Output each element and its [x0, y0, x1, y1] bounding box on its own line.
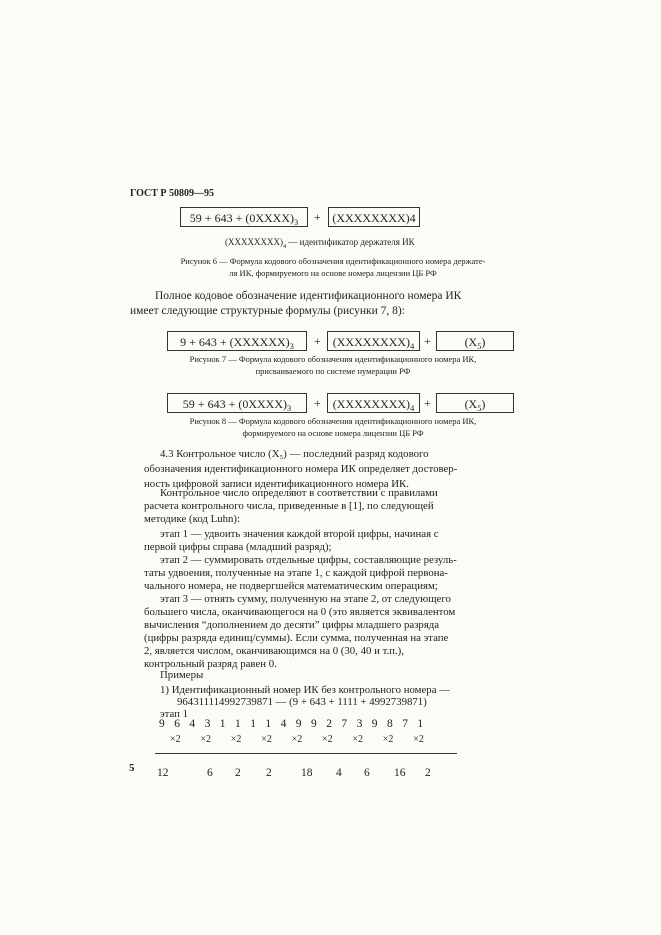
figure6-part1-sub: 3: [294, 218, 299, 227]
figure8-formula-part1: [167, 393, 307, 413]
digit-cell: 9: [371, 718, 378, 730]
result-cell: 18: [301, 767, 313, 779]
figure8-formula-part3: [436, 393, 514, 413]
digit-cell: 1: [250, 718, 256, 730]
digit-cell: 1: [219, 718, 226, 730]
digit-cell: 2: [326, 718, 332, 730]
figure7-plus-2: +: [424, 334, 431, 348]
figure8-caption: [148, 415, 518, 439]
body-line: (цифры разряда единиц/суммы). Если сумма, полученная на этапе: [144, 632, 449, 644]
page-number: 5: [129, 762, 135, 774]
multiplier-cell: ×2: [413, 734, 424, 745]
body-line: методике (код Luhn):: [144, 513, 240, 525]
figure6-formula-part2: (XXXXXXXX)4: [328, 207, 420, 227]
caption-line: Рисунок 6 — Формула кодового обозначения идентификационного номера держате-: [180, 256, 486, 266]
digit-cell: 4: [189, 718, 196, 730]
figure7-plus-1: +: [314, 334, 321, 348]
figure7-part2-text: (XXXXXXXX): [332, 335, 411, 349]
digit-cell: 3: [356, 718, 363, 730]
result-cell: 2: [425, 767, 431, 779]
intro-line-1: Полное кодовое обозначение идентификационного номера ИК: [155, 290, 462, 302]
result-cell: 12: [157, 767, 169, 779]
caption-line: формируемого на основе номера лицензии ЦБ РФ: [242, 428, 424, 438]
result-cell: 16: [394, 767, 406, 779]
body-line: 4.3 Контрольное число (X₅) — последний разряд кодового: [160, 448, 429, 460]
body-line: контрольный разряд равен 0.: [144, 658, 277, 670]
figure7-part1-text: 9 + 643 + (XXXXXX): [180, 335, 290, 349]
body-line: этап 1: [160, 708, 189, 720]
digit-cell: 7: [341, 718, 348, 730]
multiplier-cell: ×2: [200, 734, 212, 745]
digit-cell: 3: [204, 718, 211, 730]
result-cell: 2: [266, 767, 272, 779]
body-line: обозначения идентификационного номера ИК определяет достовер-: [144, 463, 458, 475]
body-line: вычисления “дополнением до десяти” цифры младшего разряда: [144, 619, 440, 631]
figure8-part3-sub: 5: [477, 404, 482, 413]
body-line: большего числа, оканчивающегося на 0 (это является эквивалентом: [144, 606, 456, 618]
document-code: ГОСТ Р 50809—95: [130, 188, 215, 199]
digit-cell: 9: [295, 718, 302, 730]
multiplier-cell: ×2: [291, 734, 303, 745]
figure6-plus: +: [314, 210, 321, 224]
digit-cell: 8: [387, 718, 393, 730]
figure8-part1-sub: 3: [287, 404, 292, 413]
result-cell: 4: [336, 767, 342, 779]
result-cell: 6: [207, 767, 213, 779]
body-line: таты удвоения, полученные на этапе 1, с каждой цифрой первона-: [144, 567, 448, 579]
body-line: Контрольное число определяют в соответствии с правилами: [160, 487, 438, 499]
figure7-formula-part2: [327, 331, 420, 351]
multiplier-cell: ×2: [230, 734, 242, 745]
figure8-part3-text: (X: [464, 397, 478, 411]
intro-line-2: имеет следующие структурные формулы (рисунки 7, 8):: [130, 305, 405, 317]
caption-line: Рисунок 7 — Формула кодового обозначения идентификационного номера ИК,: [189, 354, 477, 364]
figure7-formula-part3: [436, 331, 514, 351]
figure7-part3-end: ): [481, 335, 486, 349]
caption-line: ля ИК, формируемого на основе номера лицензии ЦБ РФ: [229, 268, 437, 278]
figure6-part1-text: 59 + 643 + (0XXXX): [189, 211, 294, 225]
figure8-part1-text: 59 + 643 + (0XXXX): [182, 397, 287, 411]
sum-rule: [155, 753, 457, 754]
figure8-part2-sub: 4: [410, 404, 415, 413]
figure7-formula-part1: [167, 331, 307, 351]
caption-line: присваиваемого по системе нумерации РФ: [255, 366, 411, 376]
body-line: этап 3 — отнять сумму, полученную на этапе 2, от следующего: [160, 593, 451, 605]
figure7-part3-sub: 5: [477, 342, 482, 351]
body-line: 964311114992739871 — (9 + 643 + 1111 + 4992739871): [177, 696, 427, 708]
figure8-formula-part2: [327, 393, 420, 413]
legend-text: — идентификатор держателя ИК: [286, 237, 415, 247]
body-line: 1) Идентификационный номер ИК без контрольного номера —: [160, 684, 450, 696]
multiplier-cell: ×2: [382, 734, 394, 745]
digit-cell: 6: [174, 718, 180, 730]
figure6-legend: [225, 237, 415, 250]
digit-cell: 1: [235, 718, 241, 730]
figure7-part2-sub: 4: [410, 342, 415, 351]
body-line: чального номера, не подвергшейся математическим операциям;: [144, 580, 438, 592]
digit-cell: 9: [159, 718, 165, 730]
figure8-part3-end: ): [481, 397, 486, 411]
figure6-caption: [148, 255, 518, 279]
figure7-caption: [148, 353, 518, 377]
digit-cell: 4: [280, 718, 287, 730]
legend-sub: 4: [283, 243, 287, 250]
multiplier-cell: ×2: [352, 734, 364, 745]
body-line: этап 2 — суммировать отдельные цифры, составляющие резуль-: [160, 554, 457, 566]
multiplier-cell: ×2: [322, 734, 333, 745]
body-line: первой цифры справа (младший разряд);: [144, 541, 332, 553]
multiplier-cell: ×2: [170, 734, 181, 745]
body-line: Примеры: [160, 669, 204, 681]
multiplier-cell: ×2: [261, 734, 272, 745]
digit-cell: 9: [311, 718, 317, 730]
figure7-part1-sub: 3: [289, 342, 294, 351]
legend-symbol: (XXXXXXXX): [225, 237, 283, 247]
digit-cell: 1: [417, 718, 424, 730]
digit-cell: 7: [402, 718, 408, 730]
body-line: 2, является числом, оканчивающимся на 0 (30, 40 и т.п.),: [144, 645, 404, 657]
result-cell: 6: [364, 767, 370, 779]
figure8-part2-text: (XXXXXXXX): [332, 397, 411, 411]
body-line: этап 1 — удвоить значения каждой второй цифры, начиная с: [160, 528, 439, 540]
figure8-plus-2: +: [424, 396, 431, 410]
figure7-part3-text: (X: [464, 335, 478, 349]
figure6-formula-part1: [180, 207, 308, 227]
digit-cell: 1: [265, 718, 272, 730]
figure8-plus-1: +: [314, 396, 321, 410]
body-line: расчета контрольного числа, приведенные в [1], по следующей: [144, 500, 434, 512]
caption-line: Рисунок 8 — Формула кодового обозначения идентификационного номера ИК,: [189, 416, 477, 426]
result-cell: 2: [235, 767, 241, 779]
body-line: ность цифровой записи идентификационного номера ИК.: [144, 478, 409, 490]
